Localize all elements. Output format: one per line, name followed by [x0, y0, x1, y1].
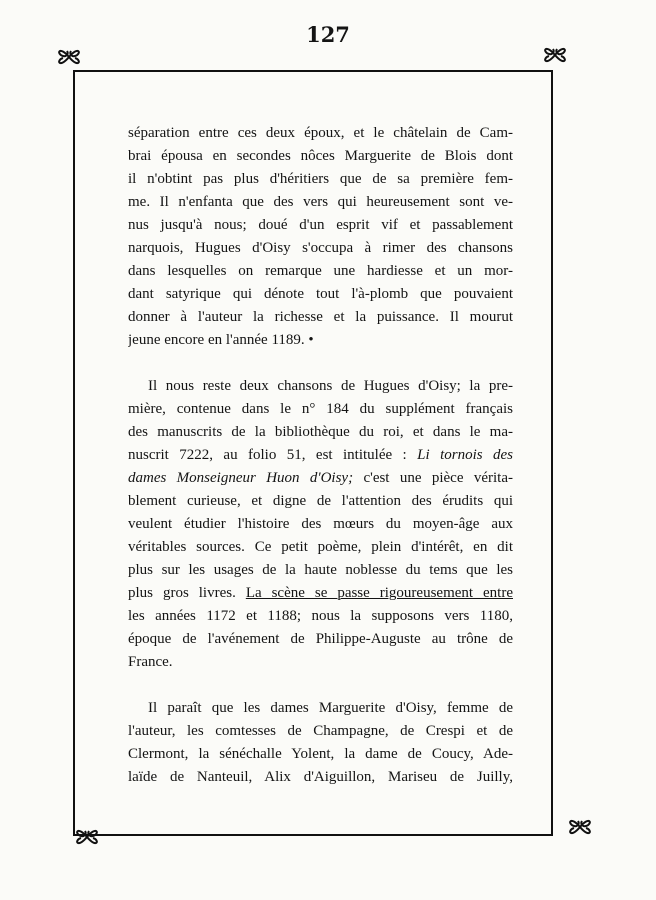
text-line: jeune encore en l'année 1189. • [128, 332, 314, 348]
text-line: des manuscrits de la bibliothèque du roi, et dans le ma- [128, 424, 513, 440]
text-line: dant satyrique qui dénote tout l'à-plomb que pouvaient [128, 286, 513, 302]
text-segment: c'est une pièce vérita- [363, 470, 513, 486]
text-line: brai épousa en secondes nôces Marguerite de Blois dont [128, 148, 513, 164]
text-line: donner à l'auteur la richesse et la puissance. Il mourut [128, 309, 513, 325]
text-line: Il paraît que les dames Marguerite d'Oisy, femme de [148, 700, 513, 716]
page-number: 127 [306, 22, 350, 47]
text-line: veulent étudier l'histoire des mœurs du moyen-âge aux [128, 516, 513, 532]
text-line: les années 1172 et 1188; nous la supposons vers 1180, [128, 608, 513, 624]
text-line [128, 444, 513, 467]
text-line: il n'obtint pas plus d'héritiers que de sa première fem- [128, 171, 513, 187]
text-line: narquois, Hugues d'Oisy s'occupa à rimer des chansons [128, 240, 513, 256]
fleuron-ornament-icon [54, 42, 84, 72]
text-line: dans lesquelles on remarque une hardiesse et un mor- [128, 263, 513, 279]
fleuron-ornament-icon [565, 812, 595, 842]
text-line: nus jusqu'à nous; doué d'un esprit vif et passablement [128, 217, 513, 233]
italic-title: dames Monseigneur Huon d'Oisy; [128, 470, 354, 486]
paragraph [128, 375, 513, 674]
text-line: mière, contenue dans le n° 184 du supplément français [128, 401, 513, 417]
text-segment: nuscrit 7222, au folio 51, est intitulée : [128, 447, 407, 463]
text-segment: plus gros livres. [128, 585, 236, 601]
text-line: véritables sources. Ce petit poème, plein d'intérêt, en dit [128, 539, 513, 555]
text-line: séparation entre ces deux époux, et le châtelain de Cam- [128, 125, 513, 141]
text-line: Clermont, la sénéchalle Yolent, la dame de Coucy, Ade- [128, 746, 513, 762]
paragraph [128, 697, 513, 789]
text-line: Il nous reste deux chansons de Hugues d'Oisy; la pre- [148, 378, 513, 394]
text-line: plus sur les usages de la haute noblesse du tems que les [128, 562, 513, 578]
text-line [128, 467, 513, 490]
text-line: époque de l'avénement de Philippe-Auguste au trône de [128, 631, 513, 647]
underlined-text: La scène se passe rigoureusement entre [245, 585, 513, 601]
fleuron-ornament-icon [540, 40, 570, 70]
text-line [128, 582, 513, 605]
text-line: me. Il n'enfanta que des vers qui heureusement sont ve- [128, 194, 513, 210]
body-text [128, 122, 513, 789]
paragraph [128, 122, 513, 352]
fleuron-ornament-icon [72, 822, 102, 852]
text-line: France. [128, 654, 173, 670]
text-line: laïde de Nanteuil, Alix d'Aiguillon, Mariseu de Juilly, [128, 769, 513, 785]
text-line: l'auteur, les comtesses de Champagne, de Crespi et de [128, 723, 513, 739]
italic-title: Li tornois des [417, 447, 513, 463]
text-line: blement curieuse, et digne de l'attention des érudits qui [128, 493, 513, 509]
